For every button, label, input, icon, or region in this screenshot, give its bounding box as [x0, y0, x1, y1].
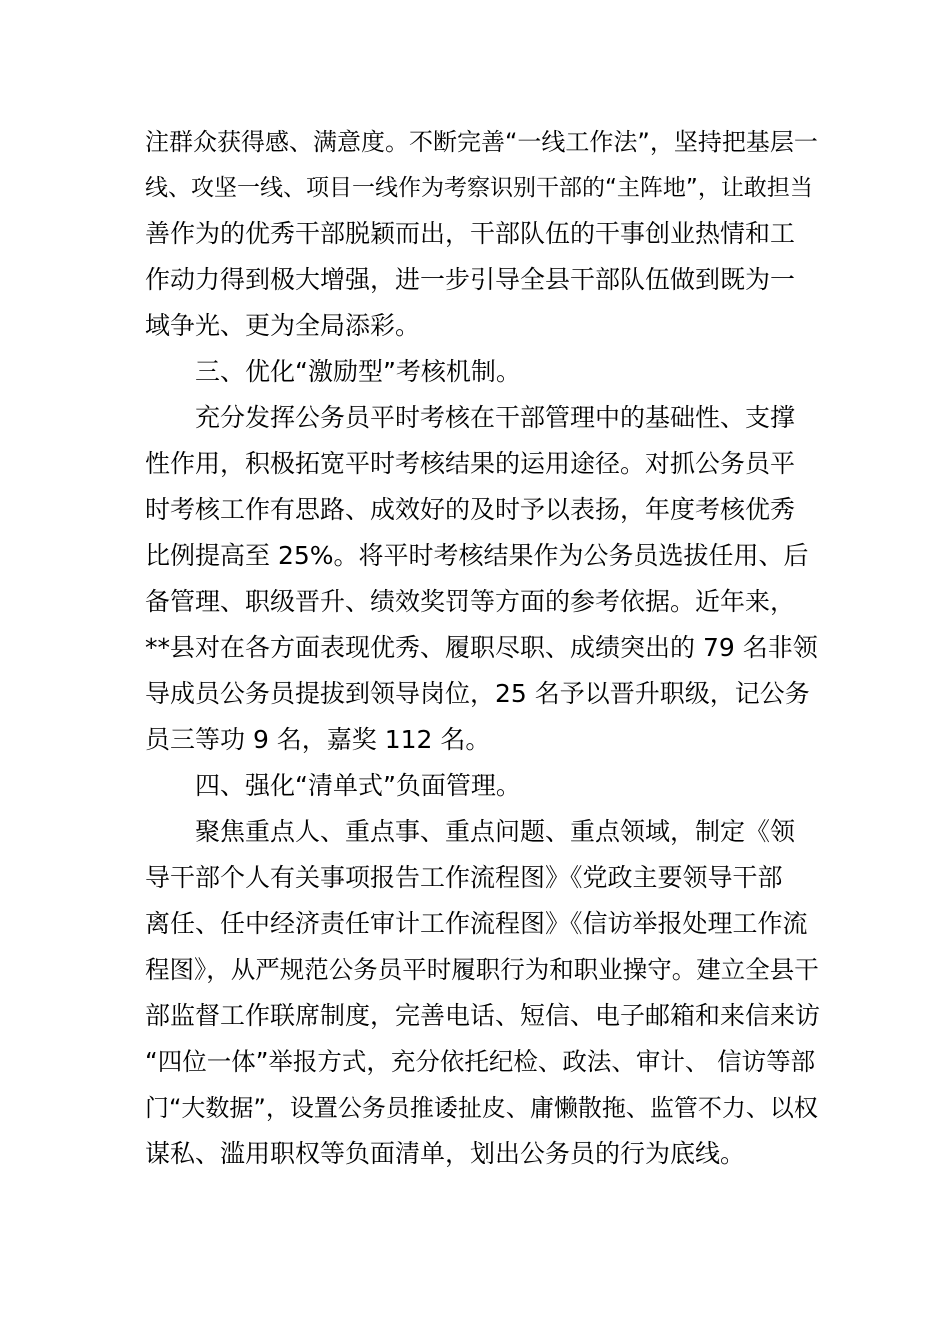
section-heading: 四、强化“清单式”负面管理。 [195, 771, 521, 800]
text-line: 线、攻坚一线、项目一线作为考察识别干部的“主阵地”，让敢担当 [145, 175, 813, 201]
text-line: 充分发挥公务员平时考核在干部管理中的基础性、支撑 [195, 403, 796, 432]
text-line: “四位一体”举报方式，充分依托纪检、政法、审计、 信访等部 [145, 1047, 816, 1076]
text-line: 部监督工作联席制度，完善电话、短信、电子邮箱和来信来访 [145, 1001, 821, 1030]
text-line: 备管理、职级晋升、绩效奖罚等方面的参考依据。近年来， [145, 587, 796, 616]
text-line: 程图》，从严规范公务员平时履职行为和职业操守。建立全县干 [145, 955, 819, 984]
text-line: 注群众获得感、满意度。不断完善“一线工作法”，坚持把基层一 [145, 128, 818, 156]
text-line: 时考核工作有思路、成效好的及时予以表扬，年度考核优秀 [145, 495, 796, 524]
text-line: 聚焦重点人、重点事、重点问题、重点领域，制定《领 [195, 817, 796, 846]
text-line: 比例提高至 25%。将平时考核结果作为公务员选拔任用、后 [145, 541, 809, 570]
section-heading: 三、优化“激励型”考核机制。 [195, 357, 521, 386]
text-line: 谋私、滥用职权等负面清单，划出公务员的行为底线。 [145, 1139, 746, 1168]
text-line: 离任、任中经济责任审计工作流程图》《信访举报处理工作流 [145, 909, 808, 938]
text-line: 员三等功 9 名，嘉奖 112 名。 [145, 725, 491, 754]
text-line: 作动力得到极大增强，进一步引导全县干部队伍做到既为一 [145, 265, 796, 294]
text-line: 导成员公务员提拔到领导岗位，25 名予以晋升职级，记公务 [145, 679, 810, 708]
text-line: 域争光、更为全局添彩。 [145, 311, 421, 340]
text-line: 门“大数据”，设置公务员推诿扯皮、庸懒散拖、监管不力、以权 [145, 1094, 818, 1122]
text-line: **县对在各方面表现优秀、履职尽职、成绩突出的 79 名非领 [145, 633, 818, 662]
text-line: 性作用，积极拓宽平时考核结果的运用途径。对抓公务员平 [145, 449, 796, 478]
text-line: 善作为的优秀干部脱颖而出，干部队伍的干事创业热情和工 [145, 219, 796, 248]
text-line: 导干部个人有关事项报告工作流程图》《党政主要领导干部 [145, 863, 783, 892]
